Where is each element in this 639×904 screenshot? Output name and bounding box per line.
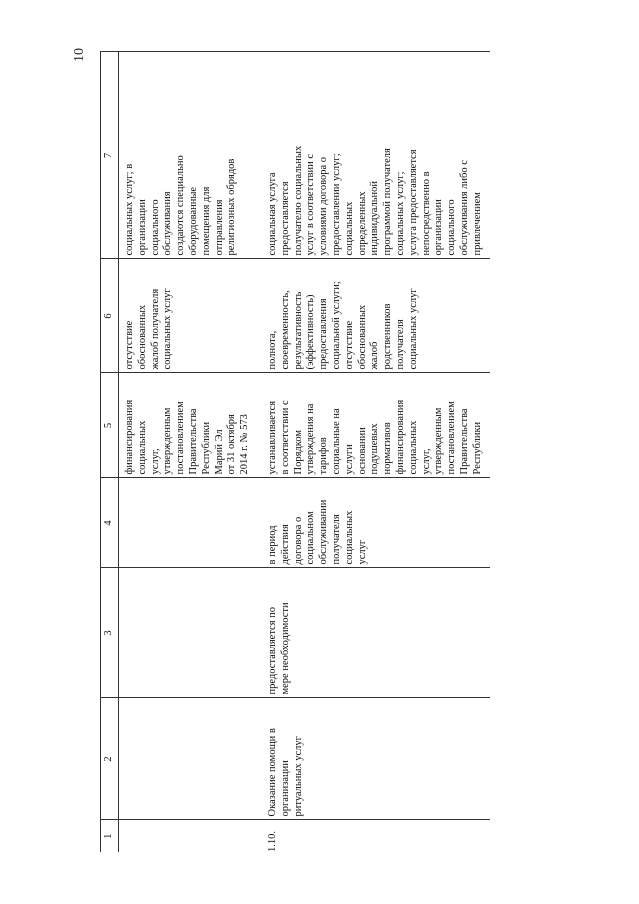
quality-indicators: полнота, своевременность, результативность (эффективность) предоставления социальной услуги; отсутствие обоснованных жалоб родственников получателя социальных услуг (257, 259, 490, 373)
service-name (119, 698, 257, 820)
service-frequency: предоставляется по мере необходимости (257, 568, 490, 698)
service-period (119, 478, 257, 568)
service-cost: устанавливается в соответствии с Порядком утверждения на тарифов социальные на услуги основании подушевых нормативов финансирования социальных услуг, утвержденным постановлением Правительства Республики (257, 373, 490, 478)
header-col-5: 5 (101, 373, 119, 478)
table-row (119, 52, 257, 852)
header-col-7: 7 (101, 52, 119, 259)
table-row (257, 52, 490, 852)
rotated-table-container (100, 52, 560, 852)
header-col-6: 6 (101, 259, 119, 373)
header-row (101, 52, 119, 852)
provision-conditions: социальных услуг; в организации социального обслуживания создаются специально оборудованные помещения для отправления религиозных обрядов (119, 52, 257, 259)
row-number (119, 820, 257, 852)
header-col-2: 2 (101, 698, 119, 820)
service-name: Оказание помощи в организации ритуальных услуг (257, 698, 490, 820)
services-table (100, 52, 490, 853)
service-cost: финансирования социальных услуг, утвержденным постановлением Правительства Республики Марий Эл от 31 октября 2014 г. № 573 (119, 373, 257, 478)
page-number: 10 (72, 48, 87, 62)
service-period: в период действия договора о социальном обслуживании получателя социальных услуг (257, 478, 490, 568)
header-col-1: 1 (101, 820, 119, 852)
header-col-3: 3 (101, 568, 119, 698)
header-col-4: 4 (101, 478, 119, 568)
provision-conditions: социальная услуга предоставляется получателю социальных услуг в соответствии с условиями договора о предоставлении услуг; социальных определенных индивидуальной программой получателя социальных услуг; услуга предоставляется непосредственно в организации социального обслуживания либо с привлечением (257, 52, 490, 259)
quality-indicators: отсутствие обоснованных жалоб получателя социальных услуг (119, 259, 257, 373)
row-number: 1.10. (257, 820, 490, 852)
service-frequency (119, 568, 257, 698)
